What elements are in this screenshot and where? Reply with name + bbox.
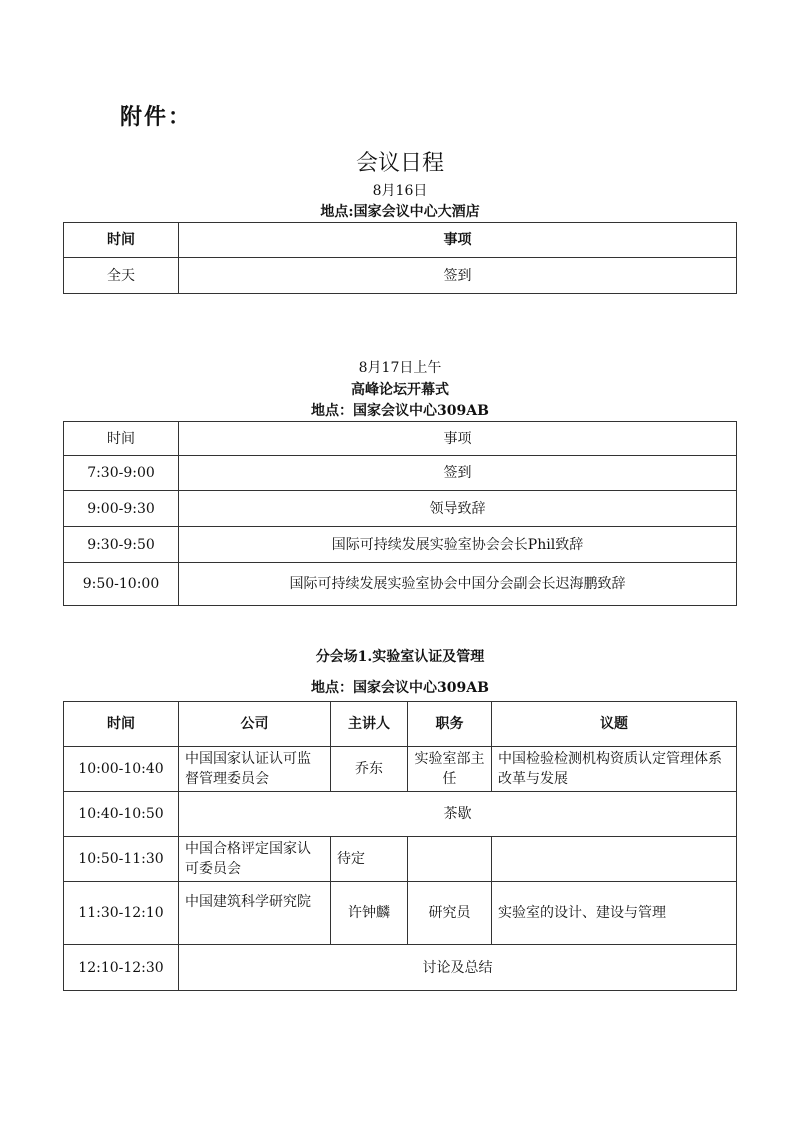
table-row — [64, 945, 737, 991]
header-item: 事项 — [179, 223, 737, 258]
position-cell: 实验室部主任 — [408, 747, 492, 792]
session1-location: 地点：国家会议中心309AB — [311, 680, 489, 696]
day1-date: 8月16日 — [372, 183, 428, 199]
table-row — [64, 491, 737, 527]
company-cell: 中国建筑科学研究院 — [179, 882, 331, 945]
table-row — [64, 563, 737, 606]
table-header-row — [64, 702, 737, 747]
document-title: 会议日程 — [355, 151, 444, 176]
header-position: 职务 — [408, 702, 492, 747]
item-cell: 国际可持续发展实验室协会会长Phil致辞 — [179, 527, 737, 563]
time-cell: 10:40-10:50 — [64, 792, 179, 837]
topic-cell — [492, 837, 737, 882]
time-cell: 9:50-10:00 — [64, 563, 179, 606]
speaker-cell: 许钟麟 — [331, 882, 408, 945]
time-cell: 11:30-12:10 — [64, 882, 179, 945]
time-cell: 10:50-11:30 — [64, 837, 179, 882]
header-speaker: 主讲人 — [331, 702, 408, 747]
header-time: 时间 — [64, 702, 179, 747]
time-cell: 10:00-10:40 — [64, 747, 179, 792]
item-cell: 签到 — [179, 456, 737, 491]
company-cell: 中国国家认证认可监督管理委员会 — [179, 747, 331, 792]
summary-cell: 讨论及总结 — [179, 945, 737, 991]
speaker-cell: 待定 — [331, 837, 408, 882]
session1-title: 分会场1.实验室认证及管理 — [315, 649, 485, 665]
table-row — [64, 792, 737, 837]
topic-cell: 中国检验检测机构资质认定管理体系改革与发展 — [492, 747, 737, 792]
break-cell: 茶歇 — [179, 792, 737, 837]
table-row — [64, 258, 737, 294]
table-row — [64, 456, 737, 491]
session1-table — [63, 701, 737, 991]
header-topic: 议题 — [492, 702, 737, 747]
table-header-row — [64, 223, 737, 258]
item-cell: 国际可持续发展实验室协会中国分会副会长迟海鹏致辞 — [179, 563, 737, 606]
header-company: 公司 — [179, 702, 331, 747]
header-time: 时间 — [64, 223, 179, 258]
day1-table — [63, 222, 737, 294]
header-item: 事项 — [179, 422, 737, 456]
day2-location: 地点：国家会议中心309AB — [311, 403, 489, 419]
table-row — [64, 527, 737, 563]
day2-table — [63, 421, 737, 606]
time-cell: 12:10-12:30 — [64, 945, 179, 991]
item-cell: 签到 — [179, 258, 737, 294]
day1-location: 地点:国家会议中心大酒店 — [320, 204, 480, 220]
table-row — [64, 837, 737, 882]
header-time: 时间 — [64, 422, 179, 456]
position-cell: 研究员 — [408, 882, 492, 945]
item-cell: 领导致辞 — [179, 491, 737, 527]
topic-cell: 实验室的设计、建设与管理 — [492, 882, 737, 945]
day2-title: 高峰论坛开幕式 — [351, 382, 449, 398]
table-header-row — [64, 422, 737, 456]
time-cell: 9:30-9:50 — [64, 527, 179, 563]
attachment-label: 附件： — [120, 104, 193, 130]
time-cell: 7:30-9:00 — [64, 456, 179, 491]
time-cell: 全天 — [64, 258, 179, 294]
table-row — [64, 747, 737, 792]
table-row — [64, 882, 737, 945]
day2-date: 8月17日上午 — [358, 360, 442, 376]
speaker-cell: 乔东 — [331, 747, 408, 792]
position-cell — [408, 837, 492, 882]
time-cell: 9:00-9:30 — [64, 491, 179, 527]
company-cell: 中国合格评定国家认可委员会 — [179, 837, 331, 882]
